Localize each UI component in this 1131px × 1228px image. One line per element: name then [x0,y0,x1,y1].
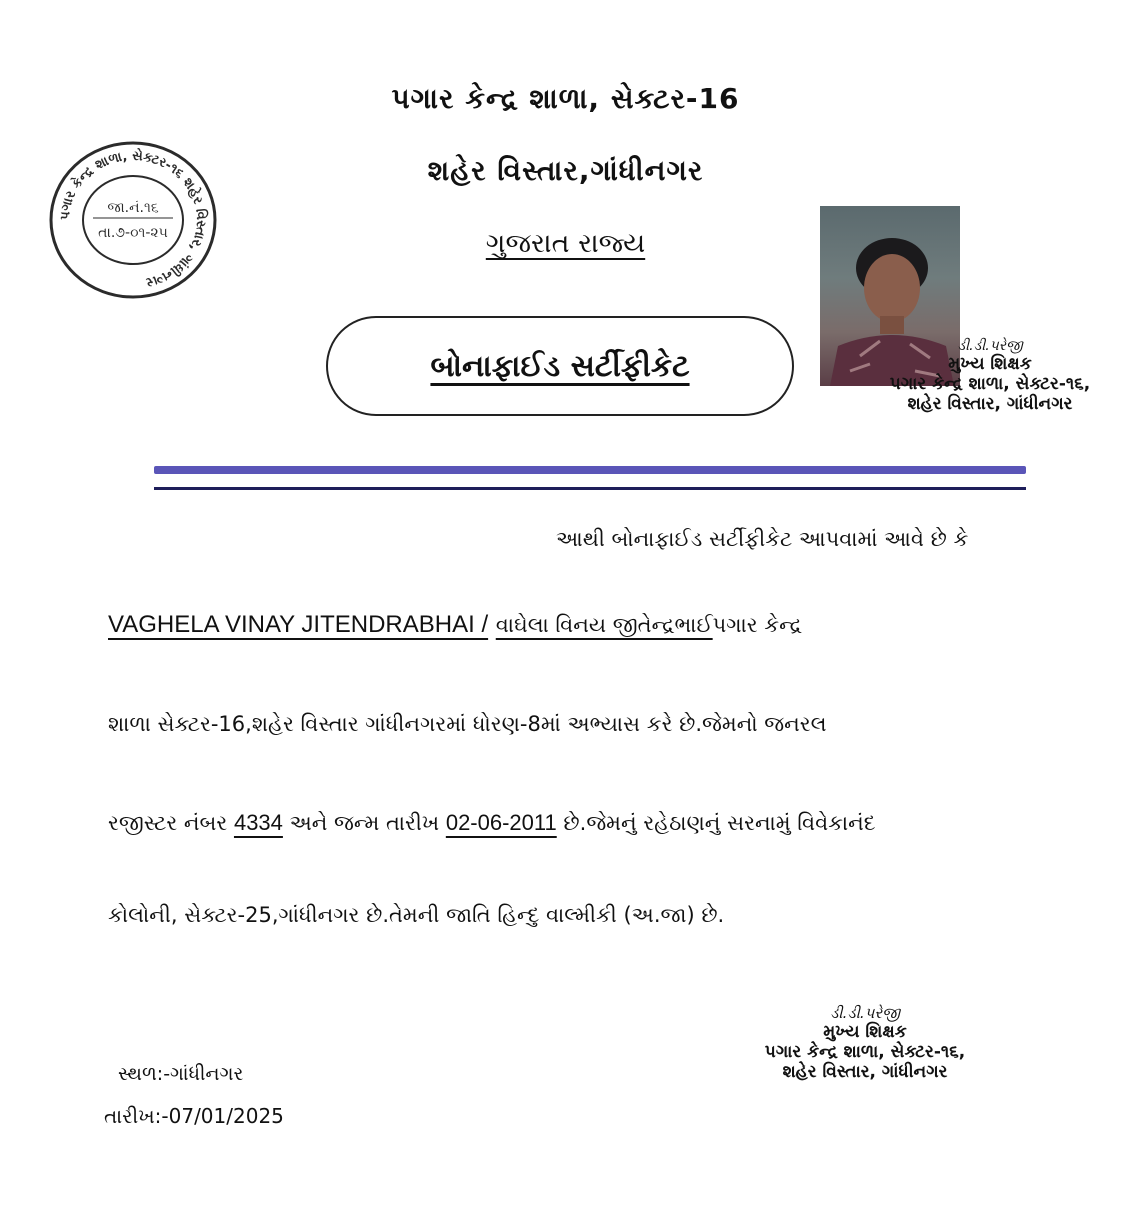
area-heading: શહેર વિસ્તાર,ગાંધીનગર [427,154,704,187]
student-name-gujarati: વાઘેલા વિનય જીતેન્દ્રભાઈ [495,613,713,637]
school-name-start: પગાર કેન્દ્ર [712,613,803,637]
principal-title: મુખ્ય શિક્ષક [823,1022,907,1042]
student-name-english: VAGHELA VINAY JITENDRABHAI / [108,611,489,638]
principal-signature-block [715,1004,1015,1082]
address-start: છે.જેમનું રહેઠાણનું સરનામું વિવેકાનંદ [556,811,876,835]
seal-inner-number: જા.નં.૧૬ [107,200,159,216]
date-of-birth: 02-06-2011 [445,810,557,835]
date-label: તારીખ:-07/01/2025 [104,1104,284,1128]
photo-signature-block [840,338,1131,414]
photo-signature-title: મુખ્ય શિક્ષક [948,354,1032,374]
dob-label: અને જન્મ તારીખ [282,811,446,835]
school-seal [48,140,218,300]
certificate-title: બોનાફાઈડ સર્ટીફીકેટ [430,348,690,384]
principal-signature-scribble: ડી.ડી.પરેજી [830,1004,900,1022]
standard-line: શાળા સેક્ટર-16,શહેર વિસ્તાર ગાંધીનગરમાં ધોરણ-8માં અભ્યાસ કરે છે.જેમનો જનરલ [108,712,827,736]
photo-signature-school: પગાર કેન્દ્ર શાળા, સેક્ટર-૧૬, [889,374,1091,394]
school-name-heading: પગાર કેન્દ્ર શાળા, સેક્ટર-16 [391,82,740,115]
intro-line: આથી બોનાફાઈડ સર્ટીફીકેટ આપવામાં આવે છે કે [556,527,969,551]
register-label: રજીસ્ટર નંબર [108,811,234,835]
state-heading: ગુજરાત રાજ્ય [485,228,646,259]
principal-area: શહેર વિસ્તાર, ગાંધીનગર [782,1062,948,1082]
principal-school: પગાર કેન્દ્ર શાળા, સેક્ટર-૧૬, [764,1042,966,1062]
certificate-title-box [326,316,794,416]
address-caste-line: કોલોની, સેક્ટર-25,ગાંધીનગર છે.તેમની જાતિ હિન્દુ વાલ્મીકી (અ.જા) છે. [108,903,725,927]
seal-inner-date: તા.૭-૦૧-૨૫ [98,225,168,241]
divider-rule-accent [154,466,1026,474]
divider-rule-dark [154,487,1026,490]
photo-signature-area: શહેર વિસ્તાર, ગાંધીનગર [907,394,1073,414]
register-number: 4334 [233,810,283,835]
register-dob-line [108,810,876,836]
photo-signature-scribble: ડી.ડી.પરેજી [957,338,1023,354]
student-name-line [108,610,802,639]
place-label: સ્થળ:-ગાંધીનગર [118,1063,244,1085]
seal-ring-text: પગાર કેન્દ્ર શાળા, સેક્ટર-૧૬ શહેર વિસ્તાર, ગાંધીનગર [57,148,209,290]
